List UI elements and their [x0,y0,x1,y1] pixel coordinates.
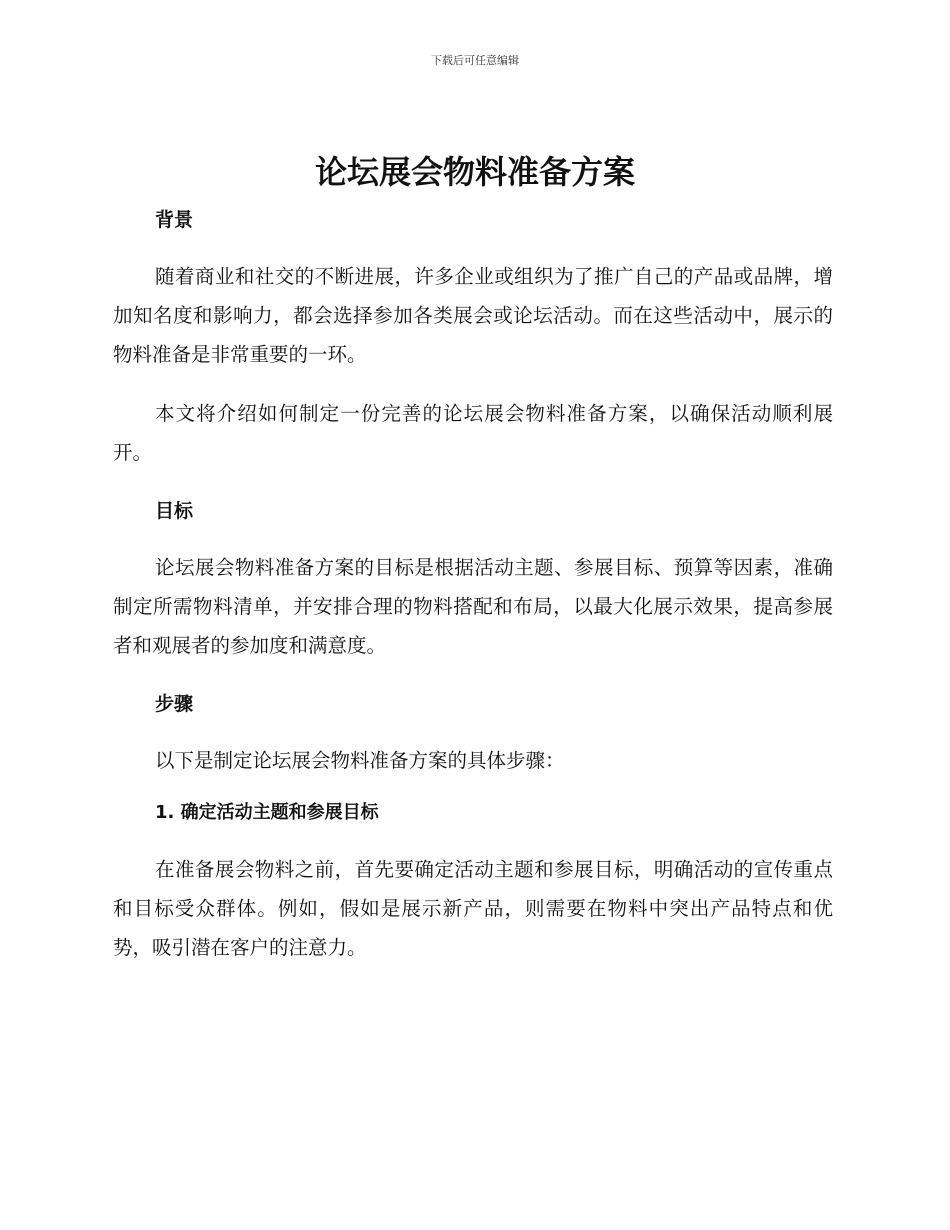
section-heading-goal: 目标 [155,500,194,522]
step-1-text: 在准备展会物料之前，首先要确定活动主题和参展目标，明确活动的宣传重点和目标受众群体。例如，假如是展示新产品，则需要在物料中突出产品特点和优势，吸引潜在客户的注意力。 [113,858,833,959]
background-paragraph-2: 本文将介绍如何制定一份完善的论坛展会物料准备方案，以确保活动顺利展开。 [113,402,833,464]
steps-intro: 以下是制定论坛展会物料准备方案的具体步骤： [155,749,565,772]
section-heading-background: 背景 [155,209,194,231]
step-1-title: 1. 确定活动主题和参展目标 [155,802,379,823]
section-heading-steps: 步骤 [155,693,194,715]
background-paragraph-1: 随着商业和社交的不断进展，许多企业或组织为了推广自己的产品或品牌，增加知名度和影响力，都会选择参加各类展会或论坛活动。而在这些活动中，展示的物料准备是非常重要的一环。 [113,265,833,366]
document-body [113,203,833,967]
header-note: 下载后可任意编辑 [431,54,519,67]
document-title: 论坛展会物料准备方案 [314,153,635,191]
goal-paragraph-1: 论坛展会物料准备方案的目标是根据活动主题、参展目标、预算等因素，准确制定所需物料清单，并安排合理的物料搭配和布局，以最大化展示效果，提高参展者和观展者的参加度和满意度。 [113,556,833,657]
